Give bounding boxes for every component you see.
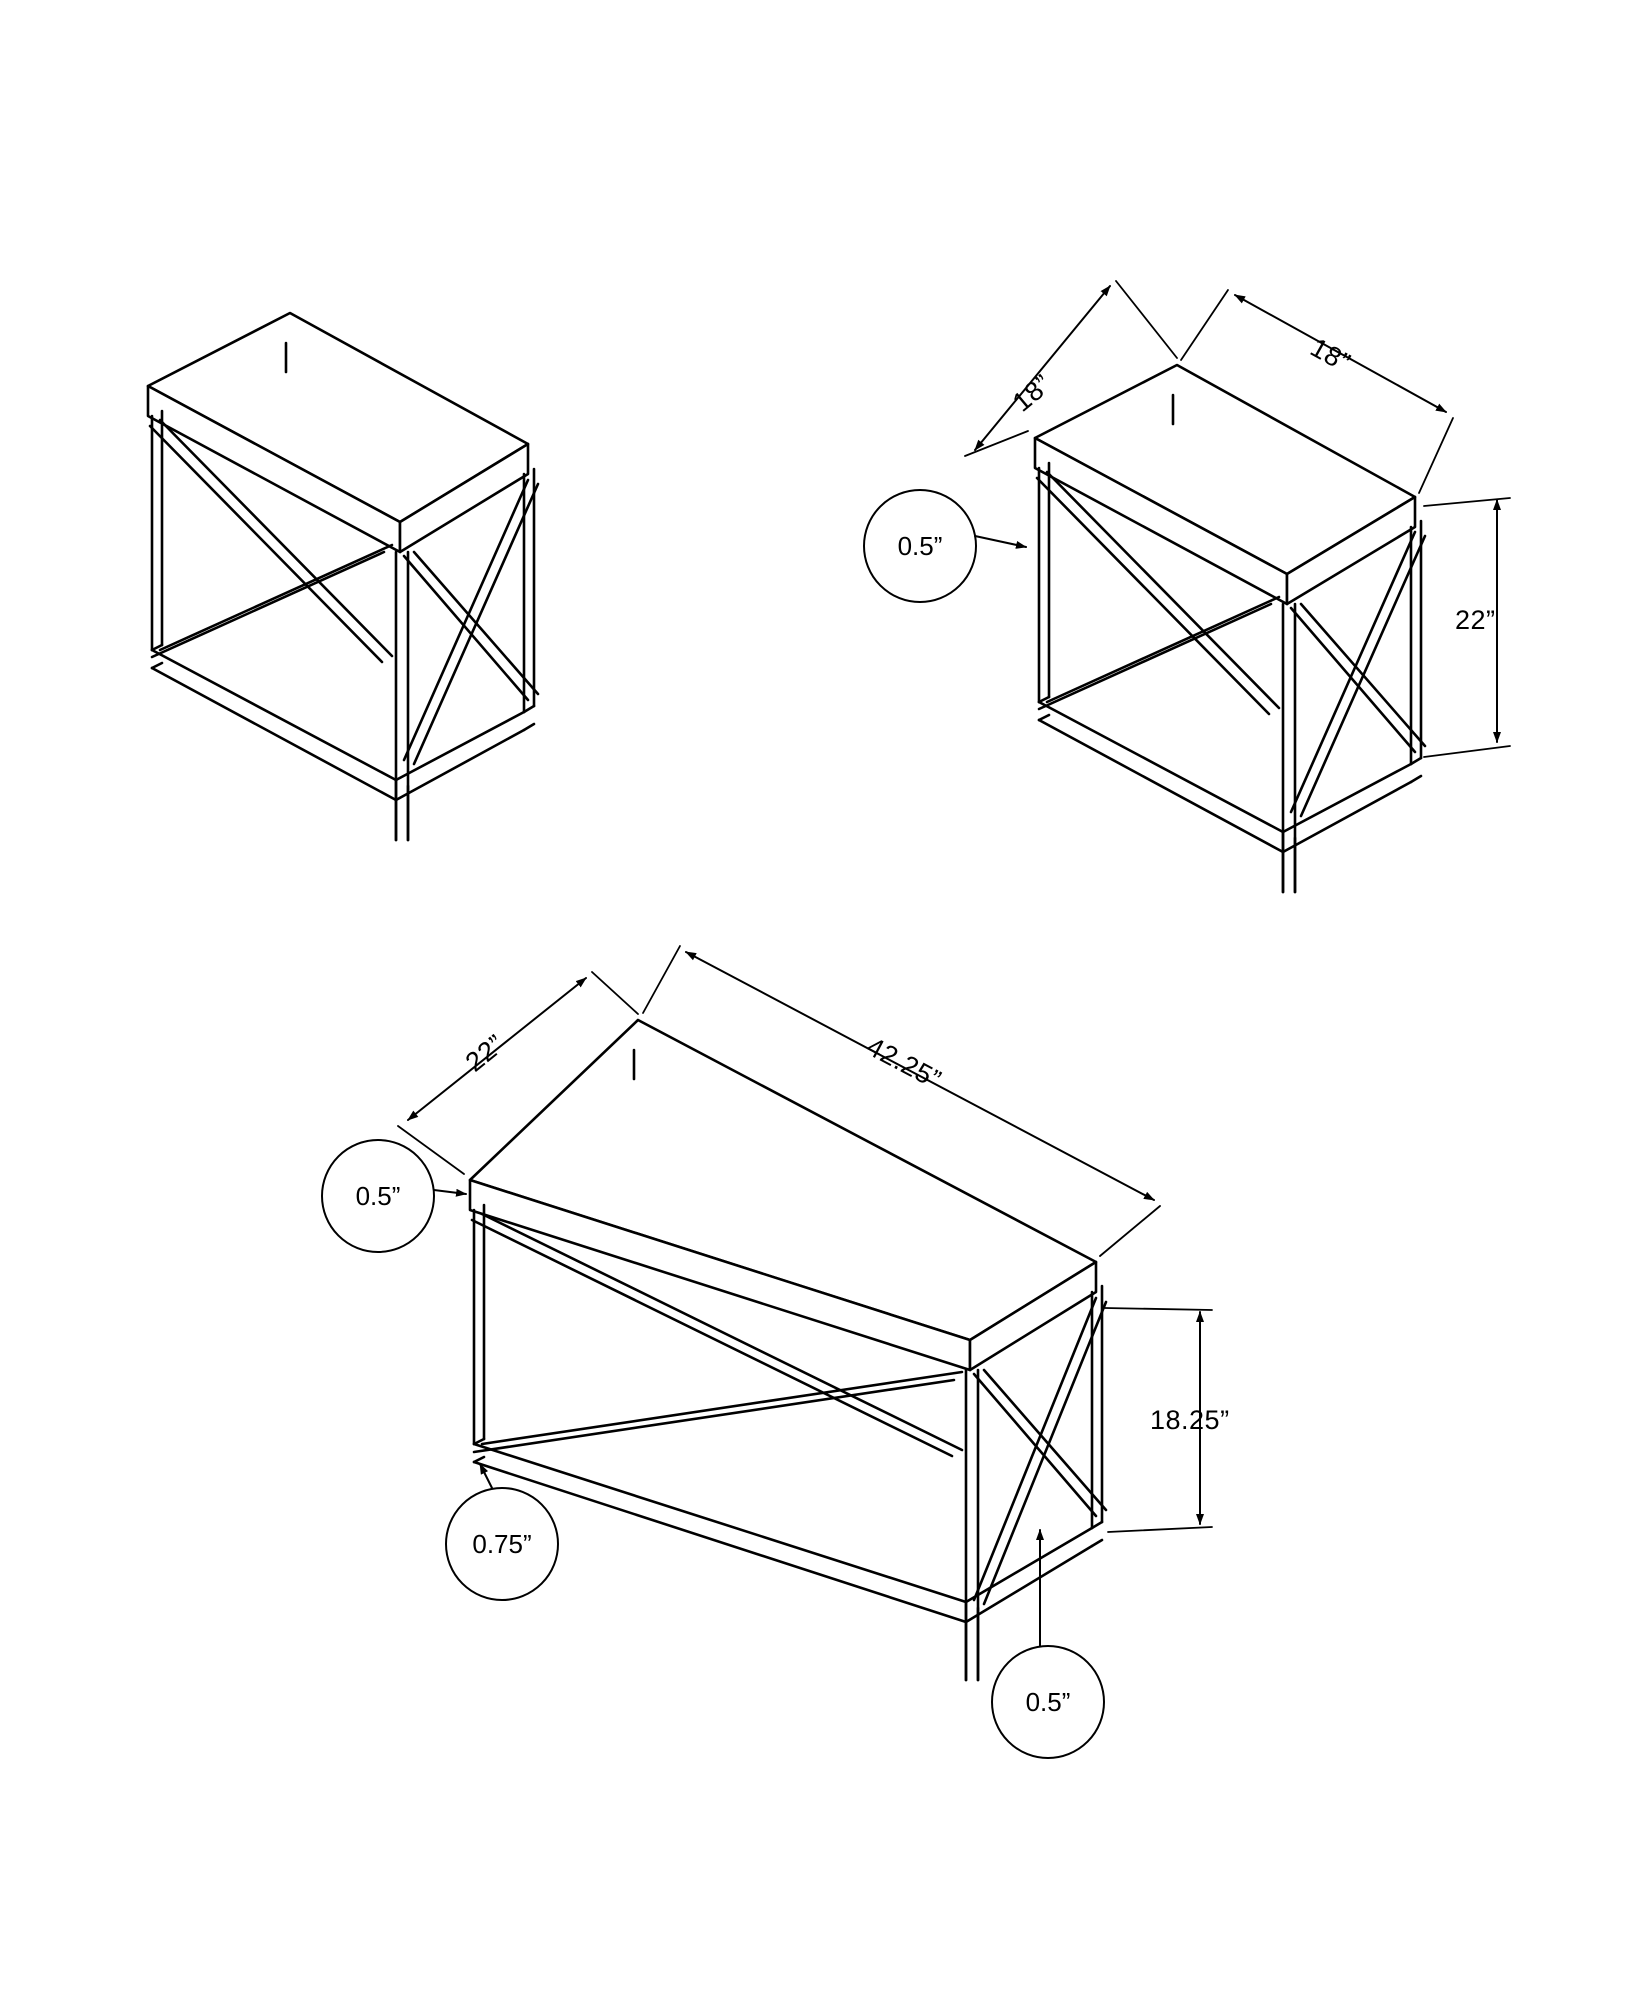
dim-label-coffee-table-depth: 22”	[459, 1028, 511, 1078]
callout-label-end-table-thickness: 0.5”	[897, 531, 943, 561]
dim-label-coffee-table-width: 42.25”	[861, 1031, 947, 1095]
dim-label-end-table-height: 22”	[1455, 605, 1496, 635]
callout-label-coffee-table-thickness: 0.5”	[355, 1181, 401, 1211]
dim-label-end-table-depth: 18”	[1006, 368, 1058, 418]
view-end-table-plain	[148, 313, 538, 840]
callout-coffee-table-brace	[992, 1530, 1104, 1758]
callout-label-coffee-table-brace: 0.5”	[1025, 1687, 1071, 1717]
dim-label-coffee-table-height: 18.25”	[1150, 1405, 1230, 1435]
view-coffee-table	[470, 1020, 1106, 1680]
callout-label-coffee-table-leg: 0.75”	[472, 1529, 532, 1559]
dim-label-end-table-width: 18”	[1305, 332, 1356, 379]
view-end-table-dimensioned	[1035, 365, 1425, 892]
